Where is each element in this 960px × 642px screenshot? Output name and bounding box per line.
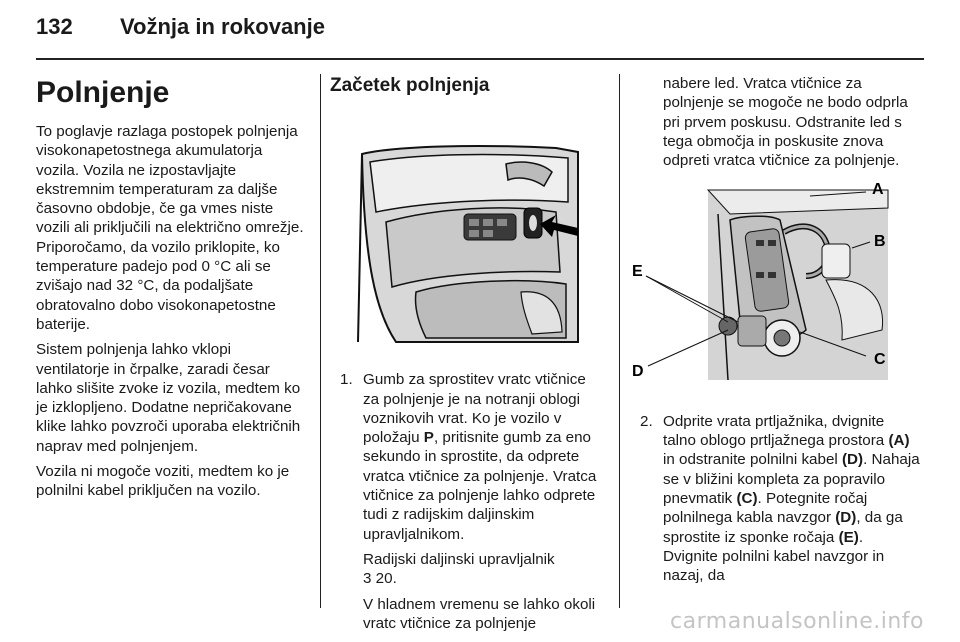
header-rule [36,58,924,60]
step-2-text-1: Odprite vrata prtljažnika, dvignite talno oblogo prtljažnega prostora [663,412,889,450]
section-title: Vožnja in rokovanje [120,14,325,39]
ref-c: (C) [736,489,758,507]
ref-a: (A) [888,432,910,450]
step-2-text-4: . Potegnite ročaj polnilnega kabla navzgor [663,489,868,527]
ref-d: (D) [842,451,864,469]
step-1 [330,370,606,544]
step-2-text-5: , da ga sprostite iz sponke ročaja [663,509,903,546]
watermark: carmanualsonline.info [670,609,924,634]
step-2 [630,412,920,586]
step-2-number: 2. [640,412,653,430]
step-2-text-6: . Dvignite polnilni kabel navzgor in nazaj, da [663,528,885,585]
cable-paragraph: Vozila ni mogoče voziti, medtem ko je polnilni kabel priključen na vozilo. [36,463,290,500]
park-position-label: P [423,429,434,447]
remote-text: Radijski daljinski upravljalnik [363,550,555,568]
page-title: Polnjenje [36,76,170,109]
label-d: D [632,363,644,381]
door-panel-illustration [356,142,584,347]
remote-reference [330,550,606,589]
section-heading: Začetek polnjenja [330,75,490,96]
column-3 [630,74,920,585]
label-e: E [632,263,643,281]
cold-weather-text: V hladnem vremenu se lahko okoli vratc vtičnice za polnjenje [363,595,596,632]
step-1-number: 1. [340,371,353,389]
ref-e: (E) [838,528,859,546]
label-c: C [874,351,886,369]
page-number: 132 [36,14,73,39]
step-1-text-a: Gumb za sprostitev vratc vtičnice za polnjenje je na notranji oblogi voznikovih vrat. Ko je vozilo v položaju [363,371,586,447]
ref-d-2: (D) [835,509,857,527]
fans-paragraph: Sistem polnjenja lahko vklopi ventilatorje in črpalke, zaradi česar lahko slišite zvoke iz vozila, medtem ko je izklopljeno. Dodatne nepričakovane klike lahko povzroči uporaba električnih naprav med polnjenjem. [36,341,301,455]
trunk-compartment-illustration [630,180,905,388]
column-2 [330,74,606,633]
page-ref-icon: 3 [363,570,372,588]
remote-page-ref: 20. [371,570,397,588]
continued-text: nabere led. Vratca vtičnice za polnjenje se mogoče ne bodo odprla pri prvem poskusu. Odstranite led s tega območja in poskusite znova odpreti vratca vtičnice za polnjenje. [663,75,908,170]
step-2-text-2: in odstranite polnilni kabel [663,451,842,469]
label-a: A [872,181,884,199]
intro-paragraph: To poglavje razlaga postopek polnjenja visokonapetostnega akumulatorja vozila. Vozila ne izpostavljajte ekstremnim temperaturam za daljše časovno obdobje, če ga vmes niste vozili ali priključili na električno omrežje. Priporočamo, da vozilo priklopite, ko temperature padejo pod 0 °C ali se zvišajo nad 32 °C, da podaljšate obratovalno dobo visokonapetostne baterije. [36,123,304,333]
step-1-text-b: , pritisnite gumb za eno sekundo in sprostite, da odprete vratca vtičnice za polnjenje. Vratca vtičnice za polnjenje lahko odprete tudi z radijskim daljinskim upravljalnikom. [363,429,597,543]
column-divider-2 [619,74,620,608]
step-2-text-3: . Nahaja se v bližini kompleta za popravilo pnevmatik [663,451,920,507]
label-b: B [874,233,886,251]
column-1 [36,74,308,507]
column-divider [320,74,321,608]
